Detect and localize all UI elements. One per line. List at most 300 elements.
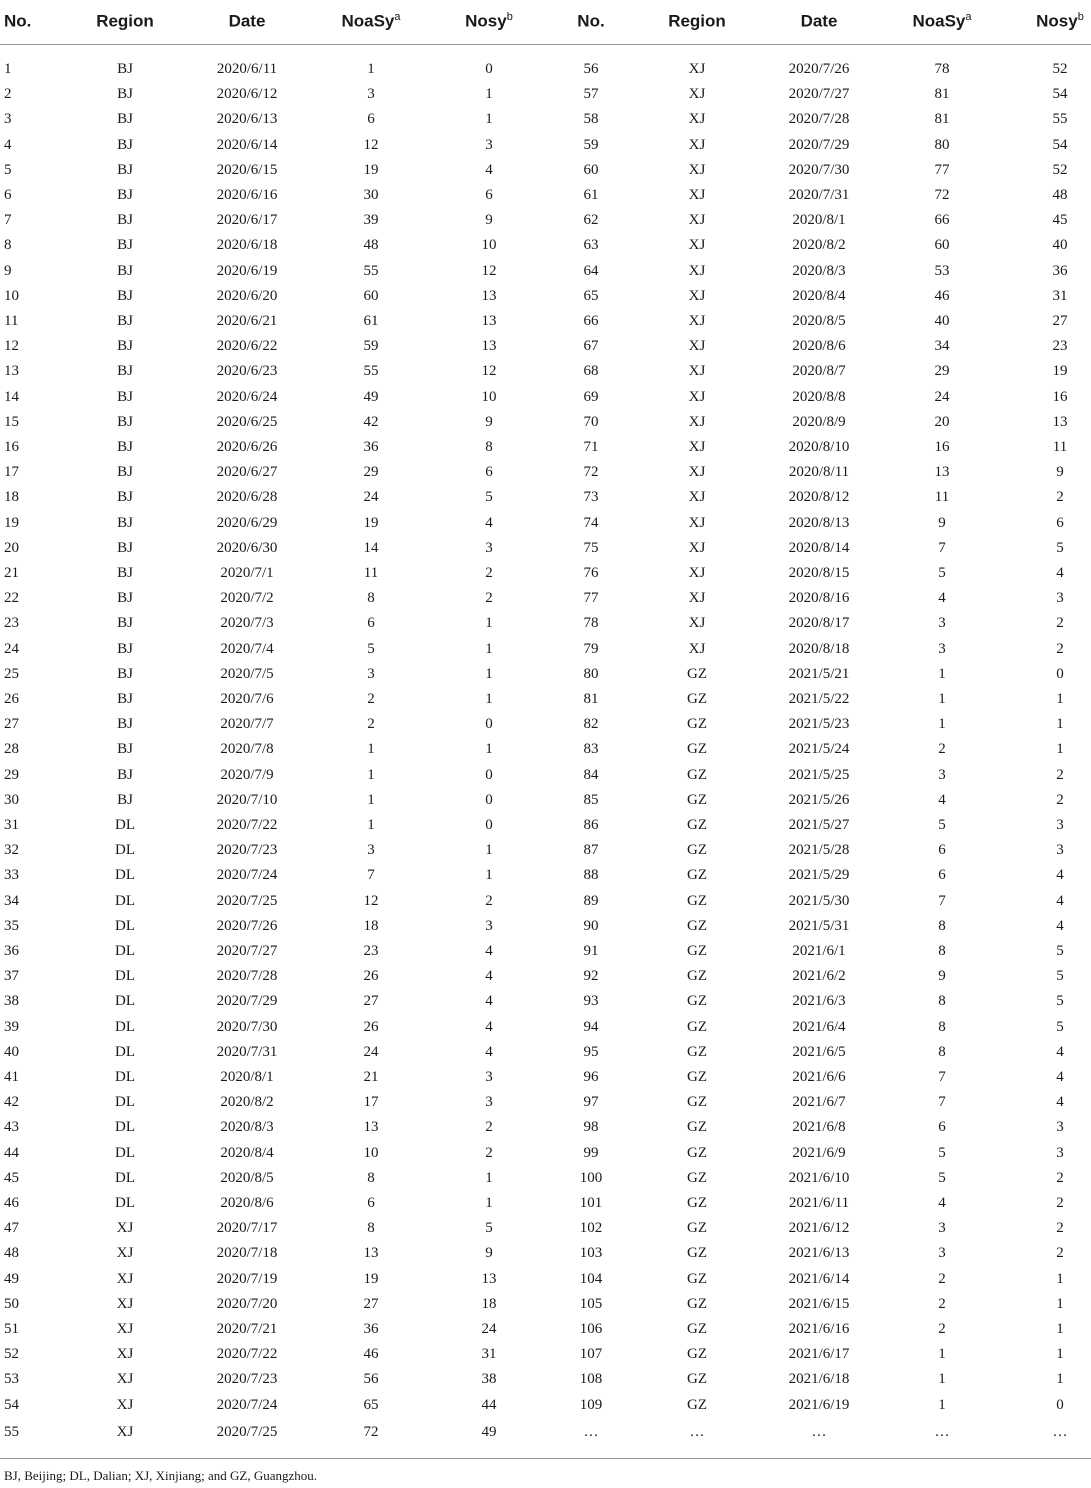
cell-nosy-2: 3 xyxy=(1056,1119,1064,1136)
cell-date-2: 2021/6/19 xyxy=(788,1396,850,1413)
cell-nosy-1: 13 xyxy=(481,313,497,329)
cell-nosy-2: 2 xyxy=(1056,766,1064,783)
table-row xyxy=(0,1345,1091,1370)
cell-noasy-1: 6 xyxy=(367,111,375,128)
cell-noasy-2: 13 xyxy=(934,464,950,481)
cell-nosy-2: 54 xyxy=(1052,136,1068,153)
cell-date-1: 2020/7/30 xyxy=(216,1018,278,1035)
cell-no-1: 9 xyxy=(4,262,12,279)
cell-noasy-1: 23 xyxy=(363,943,379,959)
cell-noasy-1: 19 xyxy=(363,514,379,531)
cell-nosy-2: 2 xyxy=(1056,640,1064,657)
cell-date-2: 2021/6/11 xyxy=(788,1195,850,1211)
cell-no-2: 77 xyxy=(583,590,599,607)
cell-nosy-1: 0 xyxy=(485,716,493,733)
cell-noasy-1: 26 xyxy=(363,1018,379,1035)
cell-no-1: 44 xyxy=(4,1144,19,1161)
cell-noasy-2: 81 xyxy=(934,86,950,103)
header-nosy-2: Nosy$^b$ xyxy=(1036,11,1084,31)
table-row xyxy=(0,892,1091,917)
cell-noasy-2: 53 xyxy=(934,262,950,279)
table-row xyxy=(0,85,1091,110)
table-row xyxy=(0,1194,1091,1219)
cell-no-1: 20 xyxy=(4,539,19,556)
cell-region-1: BJ xyxy=(117,565,133,581)
cell-date-2: 2020/8/7 xyxy=(792,363,846,380)
cell-no-1: 32 xyxy=(4,842,19,859)
cell-region-1: BJ xyxy=(117,766,133,783)
cell-date-1: 2020/7/26 xyxy=(216,917,278,934)
table-row xyxy=(0,564,1091,589)
cell-no-1: 11 xyxy=(4,313,19,329)
cell-nosy-2: 1 xyxy=(1056,1321,1064,1337)
cell-noasy-1: 29 xyxy=(363,464,379,481)
cell-nosy-1: 38 xyxy=(481,1371,497,1388)
cell-noasy-2: 29 xyxy=(934,363,950,380)
table-row xyxy=(0,211,1091,236)
cell-nosy-1: 12 xyxy=(481,363,497,380)
cell-no-2: 104 xyxy=(579,1270,603,1287)
cell-no-2: 103 xyxy=(579,1245,603,1262)
cell-noasy-1: 8 xyxy=(367,1220,375,1237)
cell-region-1: BJ xyxy=(117,287,133,304)
cell-date-1: 2020/7/7 xyxy=(220,716,274,733)
cell-nosy-1: 1 xyxy=(485,640,493,657)
cell-no-1: 41 xyxy=(4,1069,19,1085)
cell-no-2: 72 xyxy=(583,464,599,481)
cell-no-2: 64 xyxy=(583,262,599,279)
header-region-1: Region xyxy=(96,11,154,31)
cell-no-1: 33 xyxy=(4,867,19,884)
table-row xyxy=(0,589,1091,614)
cell-region-1: BJ xyxy=(117,464,133,481)
cell-noasy-2: 3 xyxy=(938,640,946,657)
cell-nosy-1: 13 xyxy=(481,1270,497,1287)
cell-region-2: GZ xyxy=(687,1321,707,1337)
cell-date-2: 2020/8/4 xyxy=(792,287,846,304)
cell-noasy-1: 26 xyxy=(363,968,379,985)
cell-nosy-1: 2 xyxy=(485,565,493,581)
cell-noasy-1: 3 xyxy=(367,665,375,682)
cell-no-1: 12 xyxy=(4,338,19,355)
cell-noasy-2: 4 xyxy=(938,1195,946,1211)
cell-date-1: 2020/7/21 xyxy=(216,1321,278,1337)
cell-date-1: 2020/6/15 xyxy=(216,161,278,178)
cell-date-2: 2021/5/25 xyxy=(788,766,850,783)
cell-region-1: BJ xyxy=(117,111,133,128)
table-row xyxy=(0,715,1091,740)
cell-noasy-2: 3 xyxy=(938,1245,946,1262)
cell-region-1: BJ xyxy=(117,338,133,355)
table-row xyxy=(0,60,1091,85)
cell-date-2: 2021/6/2 xyxy=(792,968,846,985)
cell-region-2: XJ xyxy=(688,111,706,128)
cell-noasy-1: 1 xyxy=(367,61,375,77)
cell-nosy-1: 1 xyxy=(485,691,493,707)
cell-no-2: 106 xyxy=(579,1321,603,1337)
cell-region-2: XJ xyxy=(688,590,706,607)
cell-noasy-2: 3 xyxy=(938,766,946,783)
cell-no-2: 73 xyxy=(583,489,599,506)
cell-noasy-1: 7 xyxy=(367,867,375,884)
cell-date-2: 2020/8/2 xyxy=(792,237,846,254)
cell-nosy-1: 4 xyxy=(485,1043,493,1060)
cell-noasy-1: 2 xyxy=(367,691,375,707)
table-row xyxy=(0,388,1091,413)
cell-noasy-2: 4 xyxy=(938,791,946,808)
table-row xyxy=(0,640,1091,665)
cell-no-1: 36 xyxy=(4,943,19,959)
cell-region-1: DL xyxy=(115,968,135,985)
cell-date-2: 2020/7/28 xyxy=(788,111,850,128)
cell-region-1: DL xyxy=(115,1169,135,1186)
cell-region-2: XJ xyxy=(688,61,706,77)
cell-noasy-2: 1 xyxy=(938,1371,946,1388)
cell-nosy-2: 2 xyxy=(1056,1220,1064,1237)
cell-noasy-1: 36 xyxy=(363,1321,379,1337)
cell-no-1: 28 xyxy=(4,741,19,758)
cell-date-1: 2020/6/16 xyxy=(216,187,278,203)
table-row xyxy=(0,136,1091,161)
header-no-1: No. xyxy=(4,11,32,31)
cell-region-2: XJ xyxy=(688,615,706,632)
table-row xyxy=(0,438,1091,463)
cell-nosy-2: 5 xyxy=(1056,943,1064,959)
cell-region-2: XJ xyxy=(688,413,706,430)
cell-nosy-1: 3 xyxy=(485,136,493,153)
cell-noasy-2: 66 xyxy=(934,212,950,229)
cell-region-2: GZ xyxy=(687,1220,707,1237)
cell-noasy-2: 40 xyxy=(934,313,950,329)
cell-date-1: 2020/6/12 xyxy=(216,86,278,103)
cell-region-1: BJ xyxy=(117,741,133,758)
cell-no-2: 79 xyxy=(583,640,599,657)
cell-date-1: 2020/7/9 xyxy=(220,766,274,783)
cell-date-2: 2021/6/8 xyxy=(792,1119,846,1136)
cell-region-2: XJ xyxy=(688,338,706,355)
cell-noasy-2: … xyxy=(934,1424,950,1440)
cell-nosy-2: 0 xyxy=(1056,1396,1064,1413)
cell-date-1: 2020/7/8 xyxy=(220,741,274,758)
cell-region-1: DL xyxy=(115,1069,135,1085)
cell-nosy-1: 10 xyxy=(481,237,497,254)
cell-nosy-1: 5 xyxy=(485,489,493,506)
cell-no-2: 87 xyxy=(583,842,599,859)
cell-no-2: 98 xyxy=(583,1119,599,1136)
cell-region-2: GZ xyxy=(687,766,707,783)
cell-no-2: 63 xyxy=(583,237,599,254)
cell-noasy-2: 80 xyxy=(934,136,950,153)
table-row xyxy=(0,362,1091,387)
cell-date-1: 2020/8/6 xyxy=(220,1195,274,1211)
cell-date-1: 2020/6/20 xyxy=(216,287,278,304)
cell-no-2: 99 xyxy=(583,1144,599,1161)
table-row xyxy=(0,1118,1091,1143)
cell-no-2: 89 xyxy=(583,892,599,909)
cell-nosy-1: 8 xyxy=(485,439,493,455)
cell-no-1: 49 xyxy=(4,1270,19,1287)
table-row xyxy=(0,992,1091,1017)
cell-nosy-1: 0 xyxy=(485,61,493,77)
header-region-2: Region xyxy=(668,11,726,31)
cell-nosy-2: 4 xyxy=(1056,1043,1064,1060)
cell-noasy-1: 13 xyxy=(363,1119,379,1136)
cell-date-1: 2020/7/17 xyxy=(216,1220,278,1237)
cell-region-1: BJ xyxy=(117,514,133,531)
table-row xyxy=(0,1423,1091,1448)
cell-noasy-1: 17 xyxy=(363,1094,379,1111)
cell-no-1: 22 xyxy=(4,590,19,607)
cell-date-1: 2020/6/21 xyxy=(216,313,278,329)
cell-date-1: 2020/7/10 xyxy=(216,791,278,808)
cell-no-1: 24 xyxy=(4,640,19,657)
cell-region-2: GZ xyxy=(687,1144,707,1161)
table-row xyxy=(0,841,1091,866)
cell-no-2: 105 xyxy=(579,1295,603,1312)
cell-nosy-2: 11 xyxy=(1052,439,1068,455)
cell-region-1: BJ xyxy=(117,161,133,178)
cell-nosy-2: 36 xyxy=(1052,262,1068,279)
cell-region-1: XJ xyxy=(116,1220,134,1237)
cell-region-2: GZ xyxy=(687,892,707,909)
cell-nosy-2: 6 xyxy=(1056,514,1064,531)
cell-nosy-1: 2 xyxy=(485,1144,493,1161)
cell-nosy-1: 1 xyxy=(485,842,493,859)
cell-nosy-1: 4 xyxy=(485,993,493,1010)
cell-nosy-1: 12 xyxy=(481,262,497,279)
cell-nosy-1: 4 xyxy=(485,943,493,959)
cell-noasy-1: 3 xyxy=(367,842,375,859)
cell-nosy-1: 6 xyxy=(485,464,493,481)
cell-nosy-1: 1 xyxy=(485,615,493,632)
cell-noasy-1: 19 xyxy=(363,161,379,178)
cell-date-1: 2020/7/25 xyxy=(216,1424,278,1440)
cell-nosy-1: 4 xyxy=(485,968,493,985)
cell-date-2: 2021/5/26 xyxy=(788,791,850,808)
cell-nosy-1: 3 xyxy=(485,539,493,556)
cell-date-2: … xyxy=(811,1424,827,1440)
cell-region-2: GZ xyxy=(687,1069,707,1085)
table-row xyxy=(0,766,1091,791)
cell-region-1: DL xyxy=(115,917,135,934)
cell-no-1: 13 xyxy=(4,363,19,380)
cell-region-2: XJ xyxy=(688,237,706,254)
cell-no-2: 74 xyxy=(583,514,599,531)
cell-no-2: 66 xyxy=(583,313,599,329)
cell-region-1: XJ xyxy=(116,1245,134,1262)
header-noasy-1: NoaSy$^a$ xyxy=(341,11,401,31)
cell-region-2: XJ xyxy=(688,161,706,178)
cell-nosy-1: 2 xyxy=(485,1119,493,1136)
table-row xyxy=(0,967,1091,992)
cell-noasy-2: 5 xyxy=(938,1169,946,1186)
cell-date-2: 2020/7/31 xyxy=(788,187,850,203)
cell-nosy-2: 1 xyxy=(1056,741,1064,758)
cell-noasy-1: 13 xyxy=(363,1245,379,1262)
cell-nosy-1: 3 xyxy=(485,1094,493,1111)
table-row xyxy=(0,413,1091,438)
cell-noasy-2: 77 xyxy=(934,161,950,178)
cell-nosy-2: 5 xyxy=(1056,1018,1064,1035)
cell-nosy-1: 3 xyxy=(485,1069,493,1085)
cell-noasy-1: 1 xyxy=(367,817,375,833)
table-row xyxy=(0,1370,1091,1395)
cell-date-2: 2020/8/6 xyxy=(792,338,846,355)
cell-date-2: 2021/6/1 xyxy=(792,943,846,959)
cell-region-2: GZ xyxy=(687,1169,707,1186)
cell-date-1: 2020/6/30 xyxy=(216,539,278,556)
cell-region-1: BJ xyxy=(117,640,133,657)
cell-no-2: 68 xyxy=(583,363,599,380)
cell-noasy-1: 24 xyxy=(363,1043,379,1060)
cell-no-1: 26 xyxy=(4,691,19,707)
cell-nosy-1: 1 xyxy=(485,867,493,884)
cell-region-2: XJ xyxy=(688,565,706,581)
cell-date-2: 2020/7/27 xyxy=(788,86,850,103)
cell-no-1: 27 xyxy=(4,716,19,733)
cell-noasy-2: 7 xyxy=(938,892,946,909)
cell-region-2: XJ xyxy=(688,539,706,556)
cell-region-2: … xyxy=(689,1424,705,1440)
cell-no-2: 61 xyxy=(583,187,599,203)
cell-date-1: 2020/6/22 xyxy=(216,338,278,355)
cell-no-1: 25 xyxy=(4,665,19,682)
cell-region-1: DL xyxy=(115,892,135,909)
cell-date-2: 2021/5/24 xyxy=(788,741,850,758)
cell-noasy-2: 1 xyxy=(938,1396,946,1413)
cell-region-1: BJ xyxy=(117,262,133,279)
cell-noasy-1: 36 xyxy=(363,439,379,455)
cell-noasy-1: 27 xyxy=(363,993,379,1010)
cell-date-1: 2020/6/26 xyxy=(216,439,278,455)
cell-date-2: 2020/8/12 xyxy=(788,489,850,506)
cell-date-1: 2020/6/27 xyxy=(216,464,278,481)
cell-no-1: 39 xyxy=(4,1018,19,1035)
cell-date-1: 2020/6/23 xyxy=(216,363,278,380)
cell-date-2: 2020/8/13 xyxy=(788,514,850,531)
cell-region-2: GZ xyxy=(687,1119,707,1136)
header-rule xyxy=(0,44,1091,45)
cell-date-2: 2021/5/21 xyxy=(788,665,850,682)
cell-nosy-2: 4 xyxy=(1056,892,1064,909)
cell-date-2: 2021/6/15 xyxy=(788,1295,850,1312)
cell-region-1: XJ xyxy=(116,1396,134,1413)
table-row xyxy=(0,942,1091,967)
cell-nosy-1: 24 xyxy=(481,1321,497,1337)
cell-region-1: BJ xyxy=(117,590,133,607)
cell-nosy-1: 31 xyxy=(481,1346,497,1363)
cell-noasy-1: 27 xyxy=(363,1295,379,1312)
cell-region-2: GZ xyxy=(687,917,707,934)
cell-noasy-1: 3 xyxy=(367,86,375,103)
table-row xyxy=(0,287,1091,312)
cell-nosy-2: 3 xyxy=(1056,1144,1064,1161)
cell-no-2: 96 xyxy=(583,1069,599,1085)
cell-nosy-1: 2 xyxy=(485,590,493,607)
cell-noasy-1: 5 xyxy=(367,640,375,657)
cell-no-1: 31 xyxy=(4,817,19,833)
cell-no-2: 101 xyxy=(579,1195,603,1211)
cell-date-1: 2020/7/18 xyxy=(216,1245,278,1262)
cell-no-1: 15 xyxy=(4,413,19,430)
cell-no-2: 57 xyxy=(583,86,599,103)
cell-date-2: 2020/7/29 xyxy=(788,136,850,153)
cell-date-1: 2020/7/29 xyxy=(216,993,278,1010)
cell-no-1: 54 xyxy=(4,1396,19,1413)
cell-nosy-1: 4 xyxy=(485,514,493,531)
cell-nosy-2: 2 xyxy=(1056,1169,1064,1186)
cell-noasy-2: 60 xyxy=(934,237,950,254)
cell-no-1: 34 xyxy=(4,892,19,909)
cell-noasy-1: 30 xyxy=(363,187,379,203)
cell-date-1: 2020/7/25 xyxy=(216,892,278,909)
cell-noasy-2: 1 xyxy=(938,691,946,707)
cell-no-2: 70 xyxy=(583,413,599,430)
table-row xyxy=(0,186,1091,211)
header-nosy-1: Nosy$^b$ xyxy=(465,11,513,31)
cell-noasy-1: 55 xyxy=(363,363,379,380)
cell-nosy-2: 2 xyxy=(1056,615,1064,632)
cell-nosy-2: 54 xyxy=(1052,86,1068,103)
cell-region-2: XJ xyxy=(688,464,706,481)
cell-date-2: 2021/6/6 xyxy=(792,1069,846,1085)
cell-no-1: 43 xyxy=(4,1119,19,1136)
cell-nosy-1: 9 xyxy=(485,212,493,229)
cell-region-2: GZ xyxy=(687,968,707,985)
cell-noasy-1: 61 xyxy=(363,313,379,329)
cell-region-1: BJ xyxy=(117,539,133,556)
cell-no-1: 19 xyxy=(4,514,19,531)
cell-date-2: 2021/6/17 xyxy=(788,1346,850,1363)
cell-noasy-1: 1 xyxy=(367,791,375,808)
cell-region-2: XJ xyxy=(688,514,706,531)
cell-nosy-2: 1 xyxy=(1056,1270,1064,1287)
cell-region-2: GZ xyxy=(687,1094,707,1111)
cell-no-2: 109 xyxy=(579,1396,603,1413)
table-row xyxy=(0,1219,1091,1244)
table-row xyxy=(0,1068,1091,1093)
cell-region-2: GZ xyxy=(687,1018,707,1035)
cell-no-2: 78 xyxy=(583,615,599,632)
cell-region-1: BJ xyxy=(117,61,133,77)
cell-nosy-1: 1 xyxy=(485,111,493,128)
cell-date-1: 2020/7/23 xyxy=(216,842,278,859)
cell-region-2: GZ xyxy=(687,1245,707,1262)
cell-nosy-2: 5 xyxy=(1056,539,1064,556)
cell-date-2: 2020/8/11 xyxy=(788,464,850,481)
cell-nosy-2: 0 xyxy=(1056,665,1064,682)
cell-date-1: 2020/7/22 xyxy=(216,817,278,833)
cell-noasy-2: 7 xyxy=(938,539,946,556)
cell-no-2: 80 xyxy=(583,665,599,682)
table-row xyxy=(0,1018,1091,1043)
table-row xyxy=(0,1270,1091,1295)
cell-date-2: 2021/5/22 xyxy=(788,691,850,707)
cell-date-1: 2020/7/2 xyxy=(220,590,274,607)
cell-region-1: DL xyxy=(115,1018,135,1035)
cell-nosy-2: 4 xyxy=(1056,565,1064,581)
table-row xyxy=(0,1169,1091,1194)
table-row xyxy=(0,463,1091,488)
cell-nosy-2: 13 xyxy=(1052,413,1068,430)
cell-date-2: 2021/6/10 xyxy=(788,1169,850,1186)
cell-date-2: 2021/6/18 xyxy=(788,1371,850,1388)
table-row xyxy=(0,539,1091,564)
cell-region-1: BJ xyxy=(117,212,133,229)
cell-nosy-2: 1 xyxy=(1056,691,1064,707)
cell-date-1: 2020/7/3 xyxy=(220,615,274,632)
cell-noasy-2: 3 xyxy=(938,615,946,632)
